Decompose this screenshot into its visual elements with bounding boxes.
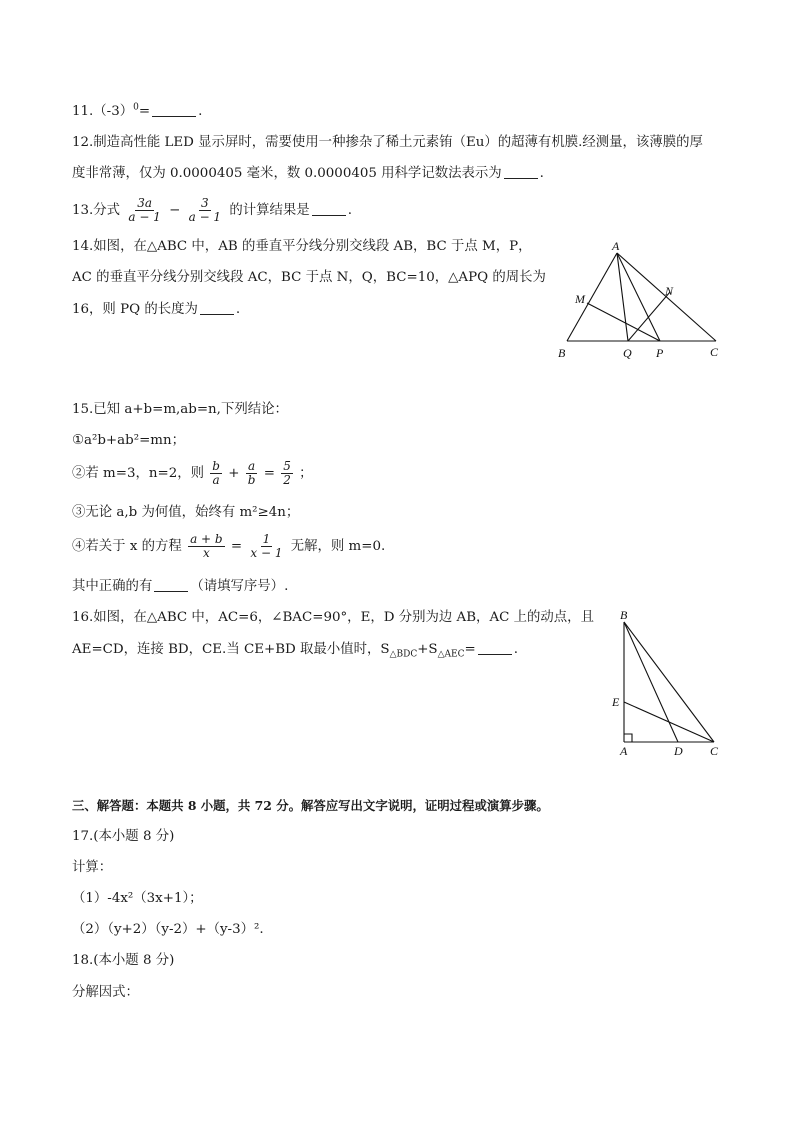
question-18-label: 分解因式： xyxy=(72,985,139,1000)
question-17-head: 17.(本小题 8 分) xyxy=(72,829,175,844)
question-14-line3: 16，则 PQ 的长度为 . xyxy=(72,302,241,317)
section-3-title: 三、解答题：本题共 8 小题，共 72 分。解答应写出文字说明，证明过程或演算步骤。 xyxy=(72,798,549,813)
answer-blank[interactable] xyxy=(154,578,188,592)
answer-blank[interactable] xyxy=(504,165,538,179)
answer-blank[interactable] xyxy=(152,103,196,117)
label-e: E xyxy=(612,695,620,709)
label-b: B xyxy=(620,608,628,622)
label-q: Q xyxy=(623,346,632,360)
segment-ap xyxy=(617,253,660,341)
question-14-line1: 14.如图，在△ABC 中，AB 的垂直平分线分别交线段 AB，BC 于点 M，P， xyxy=(72,239,532,254)
question-13: 13.分式 $\frac{3a}{a - 1}$ − $\frac{3}{a - 1}$ 的计算结果是 . xyxy=(72,196,352,224)
segment-bc xyxy=(624,622,714,742)
label-n: N xyxy=(665,284,674,298)
fraction: $\frac{1}{x - 1}$ xyxy=(250,532,283,560)
triangle-figure-q16 xyxy=(600,606,750,761)
segment-aq xyxy=(617,253,628,341)
perp-bisector-nq xyxy=(628,292,670,341)
answer-blank[interactable] xyxy=(200,301,234,315)
question-15-intro: 15.已知 a+b=m,ab=n,下列结论： xyxy=(72,402,288,417)
fraction: $\frac{a}{b}$ xyxy=(247,459,256,487)
question-12-line1: 12.制造高性能 LED 显示屏时，需要使用一种掺杂了稀土元素铕（Eu）的超薄有机膜.经测量，该薄膜的厚 xyxy=(72,135,703,150)
question-11: $11.(-3)^0=$ . xyxy=(72,102,203,119)
fraction: $\frac{5}{2}$ xyxy=(283,459,291,487)
fraction: $\frac{3}{a - 1}$ xyxy=(188,196,222,224)
label-d: D xyxy=(674,744,683,758)
fraction: $\frac{a + b}{x}$ xyxy=(190,532,223,560)
label-a: A xyxy=(620,744,628,758)
question-15-statement-1: ①a²b+ab²=mn； xyxy=(72,433,186,448)
label-c: C xyxy=(710,345,719,359)
question-15-statement-3: ③无论 a,b 为何值，始终有 m²≥4n； xyxy=(72,505,300,520)
label-b: B xyxy=(558,346,566,360)
question-16-line2: AE=CD，连接 BD，CE.当 CE+BD 取最小值时，$S_{\triangle BDC}+S_{\triangle AEC}=$ . xyxy=(72,642,518,660)
question-12-line2: 度非常薄，仅为 0.0000405 毫米，数 0.0000405 用科学记数法表示为 . xyxy=(72,166,544,181)
fraction: $\frac{b}{a}$ xyxy=(212,459,220,487)
answer-blank[interactable] xyxy=(478,641,512,655)
question-17-part-2: （2）（y+2）（y-2）+（y-3）². xyxy=(72,922,264,937)
question-14-line2: AC 的垂直平分线分别交线段 AC，BC 于点 N，Q，BC=10，△APQ 的周长为 xyxy=(72,270,546,285)
question-18-head: 18.(本小题 8 分) xyxy=(72,953,175,968)
fraction: $\frac{3a}{a - 1}$ xyxy=(128,196,161,224)
question-15-statement-2: ②若 m=3，n=2，则 $\frac{b}{a}$ + $\frac{a}{b}$ = $\frac{5}{2}$ ； xyxy=(72,459,313,487)
segment-bd xyxy=(624,622,678,742)
question-17-part-1: （1）-4x²（3x+1）； xyxy=(72,891,203,906)
label-p: P xyxy=(656,346,664,360)
question-15-answer: 其中正确的有 （请填写序号）. xyxy=(72,579,289,594)
question-16-line1: 16.如图，在△ABC 中，AC=6，∠BAC=90°，E，D 分别为边 AB，AC 上的动点，且 xyxy=(72,610,594,625)
right-angle-mark xyxy=(624,734,632,742)
question-17-label: 计算： xyxy=(72,860,113,875)
answer-blank[interactable] xyxy=(312,202,346,216)
label-a: A xyxy=(612,239,620,253)
triangle-figure-q14 xyxy=(550,236,730,366)
label-c: C xyxy=(710,744,719,758)
label-m: M xyxy=(575,292,585,306)
question-15-statement-4: ④若关于 x 的方程 $\frac{a + b}{x}$ = $\frac{1}{x - 1}$ 无解，则 m=0. xyxy=(72,532,386,560)
segment-ce xyxy=(624,702,714,742)
